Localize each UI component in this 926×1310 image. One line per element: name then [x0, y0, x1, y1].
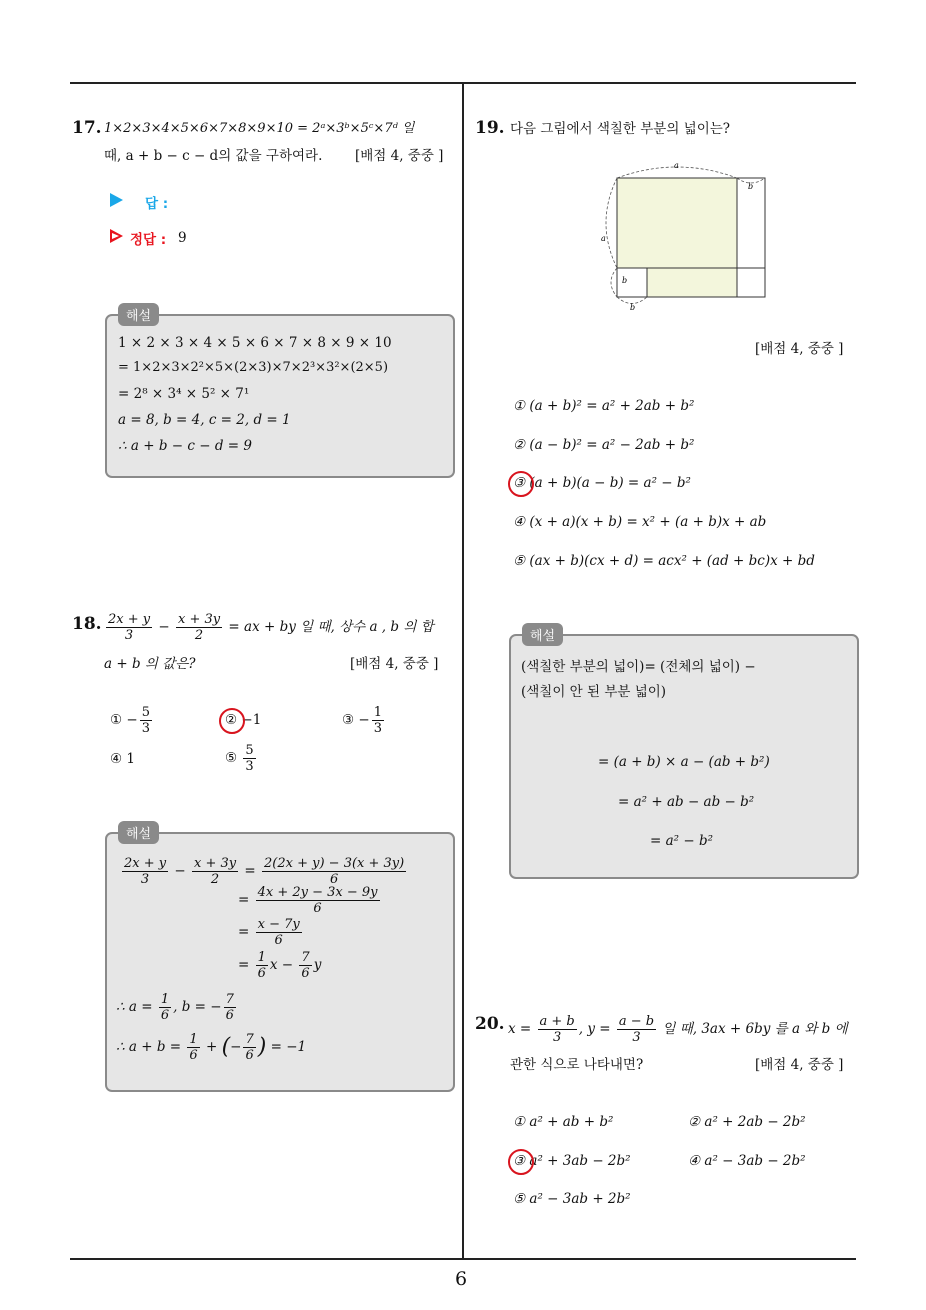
q19-option-3[interactable]: ③ (a + b)(a − b) = a² − b² — [513, 475, 691, 491]
q18-number: 18. — [72, 614, 102, 634]
q18-solution-line6: ∴ a + b = $\frac{1}{6}$ + (− $\frac{7}{6}$ ) = −1 — [116, 1032, 307, 1063]
q18-option-4[interactable]: ④ 1 — [110, 751, 135, 767]
q17-solution-line: ∴ a + b − c − d = 9 — [118, 438, 252, 454]
bottom-rule — [70, 1258, 856, 1260]
correct-arrow-icon-inner — [112, 233, 119, 239]
q18-stem-line2: a + b 의 값은? — [104, 656, 196, 672]
q18-solution-line2: = $\frac{4x + 2y - 3x - 9y}{6}$ — [238, 885, 378, 916]
q19-solution-math: = a² − b² — [650, 833, 714, 849]
q19-stem: 다음 그림에서 색칠한 부분의 넓이는? — [510, 121, 731, 137]
selected-answer-circle — [508, 1149, 534, 1175]
q19-option-1[interactable]: ① (a + b)² = a² + 2ab + b² — [513, 398, 695, 414]
q20-option-5[interactable]: ⑤ a² − 3ab + 2b² — [513, 1191, 631, 1207]
label-a-left: a — [601, 234, 606, 243]
q19-option-5[interactable]: ⑤ (ax + b)(cx + d) = acx² + (ad + bc)x + bd — [513, 553, 815, 569]
q17-number: 17. — [72, 118, 102, 138]
q19-solution-text1: (색칠한 부분의 넓이)= (전체의 넓이) − — [521, 659, 756, 675]
q18-option-2[interactable]: ② −1 — [225, 712, 262, 728]
q19-solution-text2: (색칠이 안 된 부분 넓이) — [521, 684, 667, 700]
label-b-bottom: b — [630, 303, 636, 312]
q18-solution-line3: = $\frac{x - 7y}{6}$ — [238, 917, 300, 948]
selected-answer-circle — [508, 471, 534, 497]
label-b-top: b — [748, 182, 754, 191]
q20-points: [배점 4, 중중 ] — [755, 1057, 844, 1073]
q17-stem-line1: 1×2×3×4×5×6×7×8×9×10 = 2ᵃ×3ᵇ×5ᶜ×7ᵈ 일 — [104, 121, 415, 136]
q19-points: [배점 4, 중중 ] — [755, 341, 844, 357]
selected-answer-circle — [219, 708, 245, 734]
label-b-inner: b — [622, 276, 628, 285]
q18-solution-line1: $\frac{2x + y}{3}$ − $\frac{x + 3y}{2}$ = $\frac{2(2x + y) - 3(x + 3y)}{6}$ — [124, 856, 405, 887]
q17-correct-label: 정답 : — [130, 232, 167, 248]
q18-option-3[interactable]: ③ − $\frac{1}{3}$ — [342, 705, 382, 736]
q17-solution-line: a = 8, b = 4, c = 2, d = 1 — [118, 412, 291, 428]
q19-option-2[interactable]: ② (a − b)² = a² − 2ab + b² — [513, 437, 695, 453]
q20-option-1[interactable]: ① a² + ab + b² — [513, 1114, 614, 1130]
q17-points: [배점 4, 중중 ] — [355, 148, 444, 164]
shaded-region-top — [617, 178, 737, 268]
q17-solution-line: = 2⁸ × 3⁴ × 5² × 7¹ — [118, 386, 250, 402]
q18-option-1[interactable]: ① − $\frac{5}{3}$ — [110, 705, 150, 736]
q19-number: 19. — [475, 118, 505, 138]
shaded-region-bottom — [647, 268, 737, 297]
q19-option-4[interactable]: ④ (x + a)(x + b) = x² + (a + b)x + ab — [513, 514, 767, 530]
q20-stem-line2: 관한 식으로 나타내면? — [510, 1057, 644, 1073]
q18-solution-line5: ∴ a = $\frac{1}{6}$ , b = − $\frac{7}{6}$ — [116, 992, 234, 1023]
page-number: 6 — [455, 1268, 468, 1290]
q18-stem: $\frac{2x + y}{3}$ − $\frac{x + 3y}{2}$ = ax + by 일 때, 상수 a , b 의 합 — [108, 612, 434, 643]
label-a-top: a — [674, 161, 679, 170]
q18-points: [배점 4, 중중 ] — [350, 656, 439, 672]
column-divider — [462, 82, 464, 1260]
answer-arrow-icon — [110, 193, 123, 207]
q17-answer-label: 답 : — [145, 196, 169, 212]
q20-option-3[interactable]: ③ a² + 3ab − 2b² — [513, 1153, 631, 1169]
q19-solution-math: = a² + ab − ab − b² — [618, 794, 755, 810]
q19-figure — [595, 158, 775, 313]
q20-number: 20. — [475, 1014, 505, 1034]
q19-solution-math: = (a + b) × a − (ab + b²) — [598, 754, 770, 770]
q17-solution-tag: 해설 — [118, 303, 159, 326]
q20-option-4[interactable]: ④ a² − 3ab − 2b² — [688, 1153, 806, 1169]
q17-correct-value: 9 — [178, 230, 187, 246]
q18-option-5[interactable]: ⑤ $\frac{5}{3}$ — [225, 743, 254, 774]
q17-stem-line2: 때, a + b − c − d의 값을 구하여라. — [104, 148, 323, 164]
q20-stem: x = $\frac{a + b}{3}$ , y = $\frac{a - b}{3}$ 일 때, 3ax + 6by 를 a 와 b 에 — [508, 1014, 848, 1045]
q19-solution-tag: 해설 — [522, 623, 563, 646]
q17-solution-line: = 1×2×3×2²×5×(2×3)×7×2³×3²×(2×5) — [118, 360, 389, 375]
q20-option-2[interactable]: ② a² + 2ab − 2b² — [688, 1114, 806, 1130]
q18-solution-line4: = $\frac{1}{6}$ x − $\frac{7}{6}$ y — [238, 950, 322, 981]
q18-solution-tag: 해설 — [118, 821, 159, 844]
q17-solution-line: 1 × 2 × 3 × 4 × 5 × 6 × 7 × 8 × 9 × 10 — [118, 335, 392, 351]
